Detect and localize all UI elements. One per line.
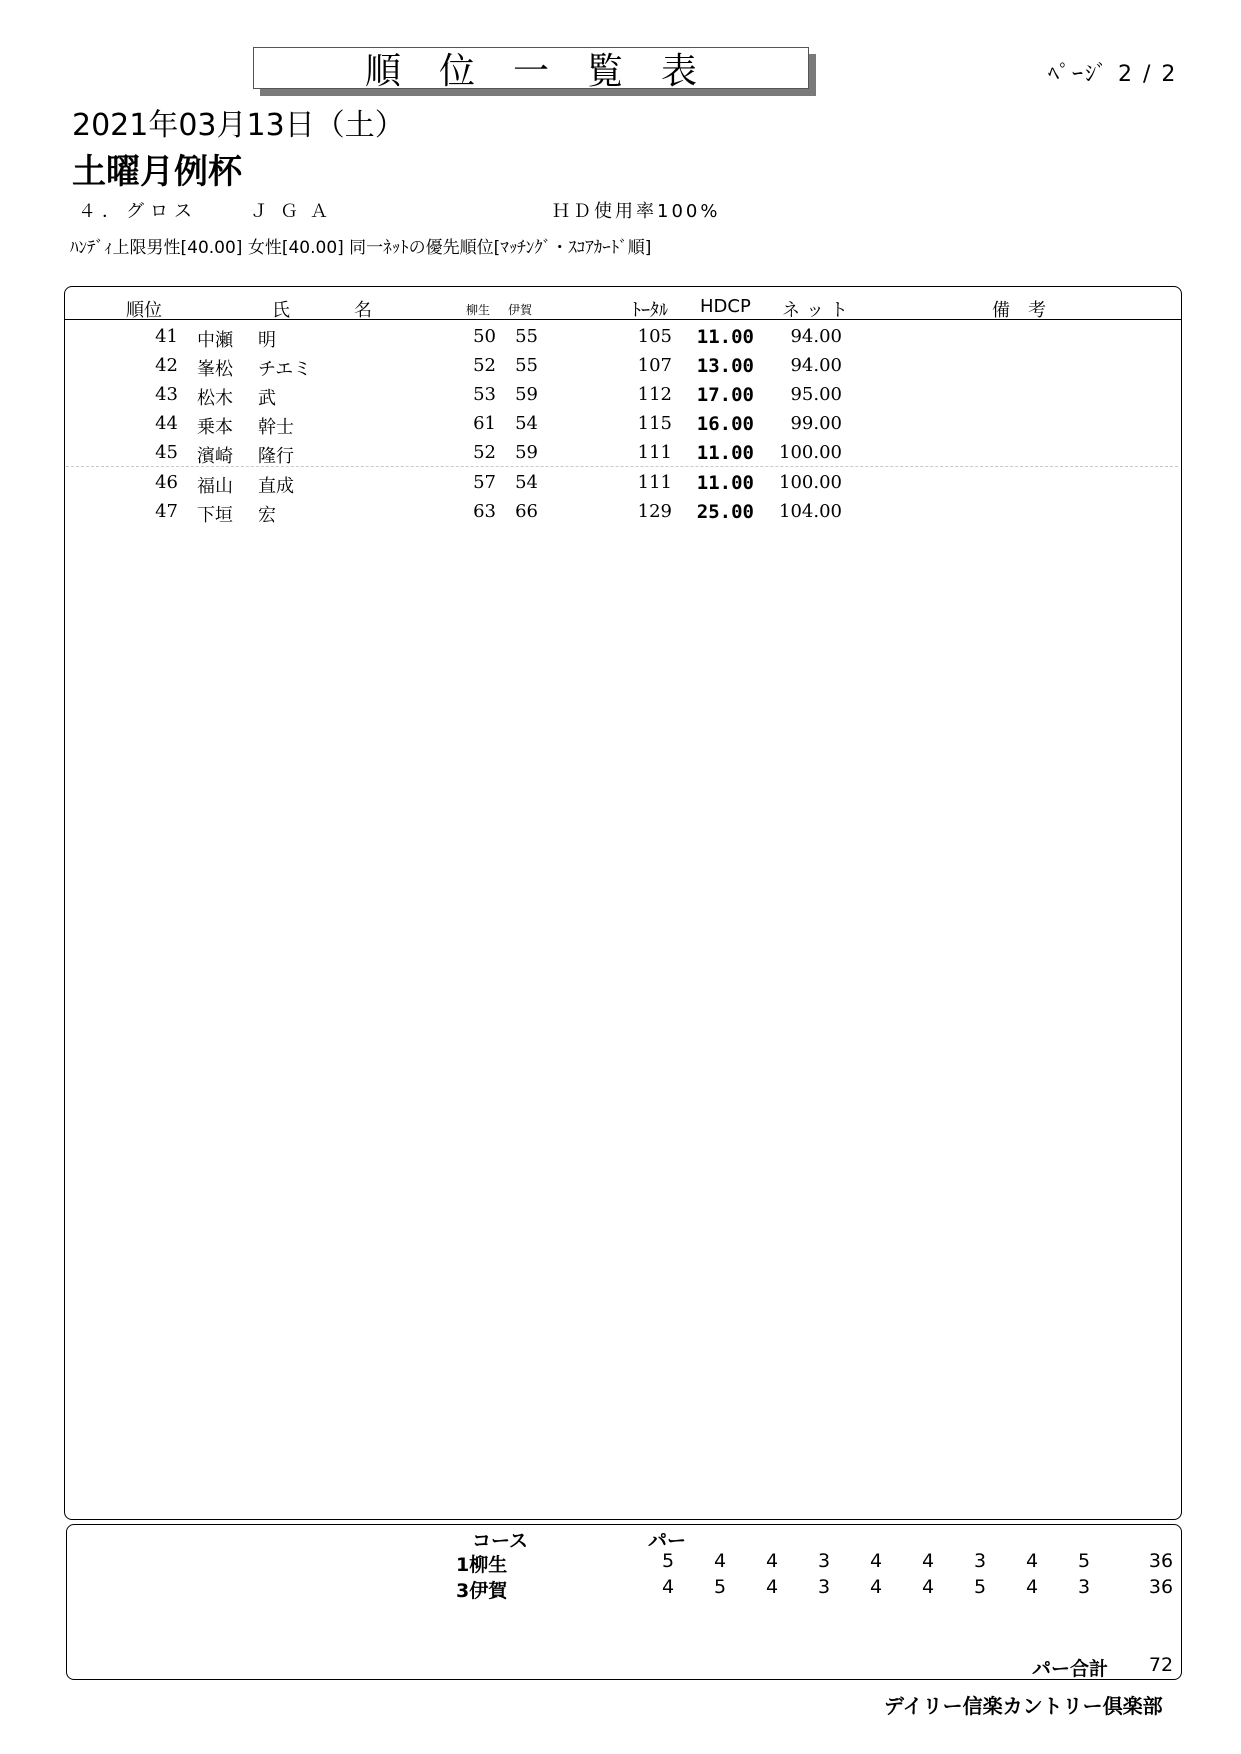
hdcp-cell: 11.00 (696, 472, 754, 494)
handicap-rate: ＨＤ使用率100% (552, 201, 721, 222)
header-course-yagyu: 柳生 (466, 303, 491, 317)
surname-cell: 濱崎 (197, 446, 233, 467)
yagyu-score-cell: 57 (473, 472, 496, 493)
net-cell: 94.00 (790, 326, 842, 347)
net-cell: 100.00 (779, 472, 842, 493)
par-course-total: 36 (1148, 1576, 1174, 1598)
table-row (0, 326, 1241, 355)
header-rank: 順位 (126, 300, 162, 321)
iga-score-cell: 66 (515, 501, 538, 522)
iga-score-cell: 54 (515, 413, 538, 434)
net-cell: 95.00 (790, 384, 842, 405)
par-total-label: パー合計 (1032, 1658, 1109, 1680)
total-cell: 105 (637, 326, 672, 347)
surname-cell: 福山 (197, 476, 233, 497)
rank-cell: 41 (155, 326, 178, 347)
rank-cell: 47 (155, 501, 178, 522)
surname-cell: 下垣 (197, 505, 233, 526)
course-par-frame (66, 1524, 1182, 1680)
club-name: デイリー信楽カントリー倶楽部 (884, 1694, 1163, 1718)
header-name-sei: 氏 (272, 300, 290, 321)
header-name-mei: 名 (354, 300, 372, 321)
net-cell: 104.00 (779, 501, 842, 522)
given-name-cell: 隆行 (258, 446, 294, 467)
par-hole-5: 4 (869, 1550, 883, 1572)
rank-cell: 44 (155, 413, 178, 434)
par-hole-2: 5 (713, 1576, 727, 1598)
net-cell: 100.00 (779, 442, 842, 463)
page-title: 順位一覧表 (253, 47, 809, 89)
yagyu-score-cell: 53 (473, 384, 496, 405)
given-name-cell: 直成 (258, 476, 294, 497)
par-hole-7: 3 (973, 1550, 987, 1572)
table-row (0, 472, 1241, 501)
iga-score-cell: 55 (515, 355, 538, 376)
yagyu-score-cell: 50 (473, 326, 496, 347)
page-number: ﾍﾟｰｼﾞ 2 / 2 (1048, 62, 1178, 87)
given-name-cell: チエミ (258, 359, 312, 380)
iga-score-cell: 54 (515, 472, 538, 493)
surname-cell: 中瀬 (197, 330, 233, 351)
yagyu-score-cell: 52 (473, 355, 496, 376)
par-hole-4: 3 (817, 1550, 831, 1572)
given-name-cell: 宏 (258, 505, 276, 526)
par-hole-8: 4 (1025, 1576, 1039, 1598)
hdcp-cell: 11.00 (696, 326, 754, 348)
given-name-cell: 武 (258, 388, 276, 409)
yagyu-score-cell: 61 (473, 413, 496, 434)
par-hole-2: 4 (713, 1550, 727, 1572)
header-divider (64, 319, 1182, 320)
total-cell: 111 (637, 442, 672, 463)
total-cell: 112 (637, 384, 672, 405)
par-hole-3: 4 (765, 1576, 779, 1598)
rank-cell: 45 (155, 442, 178, 463)
header-course-iga: 伊賀 (508, 303, 533, 317)
yagyu-score-cell: 63 (473, 501, 496, 522)
surname-cell: 松木 (197, 388, 233, 409)
surname-cell: 乗本 (197, 417, 233, 438)
hdcp-cell: 16.00 (696, 413, 754, 435)
par-hole-1: 4 (661, 1576, 675, 1598)
table-row (0, 413, 1241, 442)
total-cell: 115 (637, 413, 672, 434)
par-hole-3: 4 (765, 1550, 779, 1572)
par-hole-9: 3 (1077, 1576, 1091, 1598)
par-hole-7: 5 (973, 1576, 987, 1598)
par-hole-1: 5 (661, 1550, 675, 1572)
course-name: 1柳生 (456, 1554, 508, 1576)
total-cell: 111 (637, 472, 672, 493)
rank-cell: 42 (155, 355, 178, 376)
iga-score-cell: 59 (515, 384, 538, 405)
rank-cell: 43 (155, 384, 178, 405)
par-hole-4: 3 (817, 1576, 831, 1598)
par-hole-6: 4 (921, 1576, 935, 1598)
total-cell: 129 (637, 501, 672, 522)
hdcp-cell: 11.00 (696, 442, 754, 464)
category-number: ４．グロス (78, 201, 198, 222)
table-row (0, 501, 1241, 530)
category-type: ＪＧＡ (250, 201, 340, 222)
given-name-cell: 明 (258, 330, 276, 351)
header-remarks: 備 考 (992, 300, 1046, 321)
course-name: 3伊賀 (456, 1580, 508, 1602)
par-hole-5: 4 (869, 1576, 883, 1598)
hdcp-cell: 13.00 (696, 355, 754, 377)
par-course-total: 36 (1148, 1550, 1174, 1572)
total-cell: 107 (637, 355, 672, 376)
table-row (0, 355, 1241, 384)
header-hdcp: HDCP (700, 296, 751, 317)
header-net: ネット (782, 300, 854, 321)
iga-score-cell: 55 (515, 326, 538, 347)
par-hole-9: 5 (1077, 1550, 1091, 1572)
par-grand-total: 72 (1148, 1654, 1174, 1676)
iga-score-cell: 59 (515, 442, 538, 463)
course-label: コース (472, 1530, 529, 1552)
yagyu-score-cell: 52 (473, 442, 496, 463)
event-name: 土曜月例杯 (72, 152, 242, 192)
par-hole-8: 4 (1025, 1550, 1039, 1572)
net-cell: 99.00 (790, 413, 842, 434)
hdcp-cell: 17.00 (696, 384, 754, 406)
handicap-limits: ﾊﾝﾃﾞｨ上限男性[40.00] 女性[40.00] 同一ﾈｯﾄの優先順位[ﾏｯﾁﾝｸﾞ・ｽｺｱｶｰﾄﾞ順] (70, 238, 652, 258)
header-total: ﾄｰﾀﾙ (632, 300, 668, 321)
hdcp-cell: 25.00 (696, 501, 754, 523)
table-row (0, 384, 1241, 413)
par-hole-6: 4 (921, 1550, 935, 1572)
surname-cell: 峯松 (197, 359, 233, 380)
event-date: 2021年03月13日（土） (72, 108, 405, 143)
par-label: パー (648, 1530, 687, 1552)
row-separator (66, 466, 1178, 467)
net-cell: 94.00 (790, 355, 842, 376)
given-name-cell: 幹士 (258, 417, 294, 438)
rank-cell: 46 (155, 472, 178, 493)
